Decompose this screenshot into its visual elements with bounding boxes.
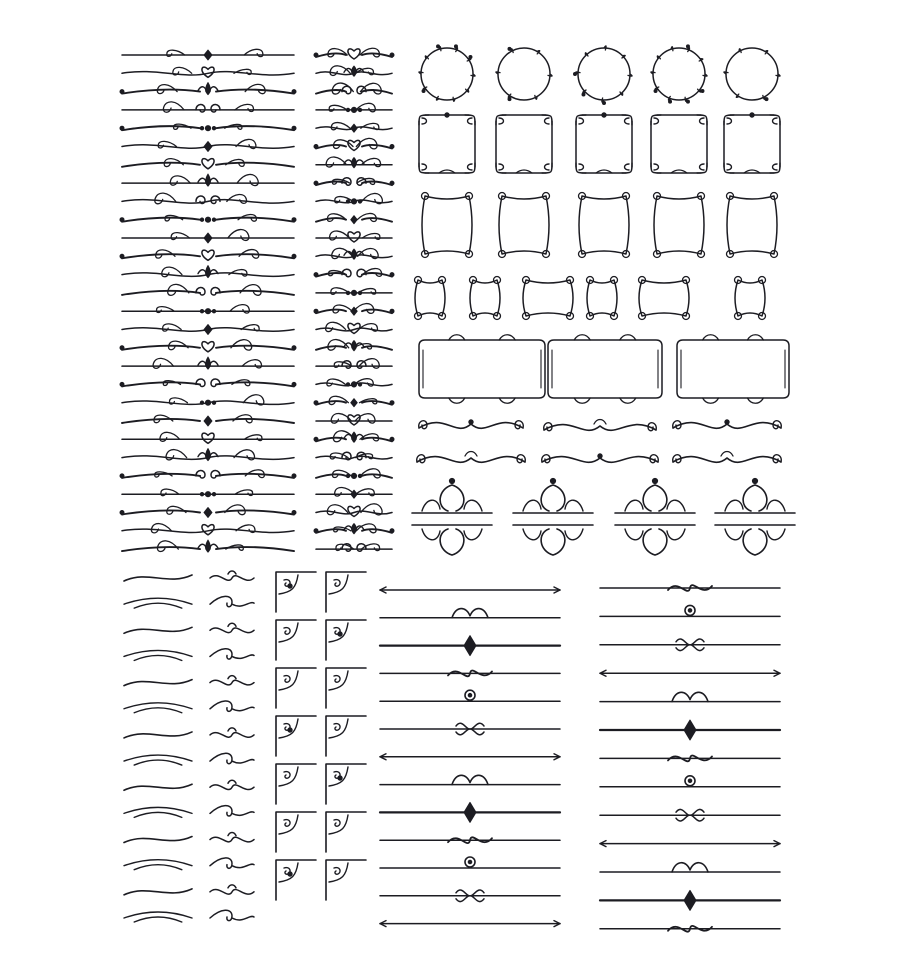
corner xyxy=(276,716,316,756)
square-frame xyxy=(724,113,780,173)
corner xyxy=(276,668,316,708)
label-frame xyxy=(415,277,446,320)
divider-narrow xyxy=(316,248,392,259)
text-divider xyxy=(600,605,780,616)
divider-narrow xyxy=(316,544,392,552)
divider-narrow xyxy=(316,379,392,387)
banner-scroll xyxy=(542,454,659,463)
text-divider xyxy=(380,670,560,676)
divider-narrow xyxy=(316,213,392,223)
swash xyxy=(124,703,192,713)
round-frame xyxy=(496,48,552,101)
rectangle-frames xyxy=(419,335,789,404)
cushion-frame xyxy=(654,193,705,258)
text-divider xyxy=(600,776,780,787)
corner-ornaments xyxy=(276,572,366,900)
text-divider xyxy=(380,754,560,760)
swash xyxy=(124,732,192,738)
divider-narrow xyxy=(314,178,394,186)
divider-wide xyxy=(120,505,296,518)
split-frame xyxy=(513,479,593,555)
rectangle-frame xyxy=(548,335,662,404)
divider-wide xyxy=(120,215,296,223)
divider-wide xyxy=(122,540,294,552)
round-frame xyxy=(651,45,707,103)
swash xyxy=(124,627,192,633)
corner xyxy=(276,860,316,900)
divider-wide xyxy=(122,174,294,186)
swash xyxy=(210,728,254,737)
corner xyxy=(276,620,316,660)
swash xyxy=(124,807,192,817)
border-dividers-narrow xyxy=(314,48,394,551)
swash xyxy=(210,780,254,789)
text-divider xyxy=(380,921,560,927)
swash xyxy=(210,623,254,632)
split-frame xyxy=(715,479,795,555)
swash xyxy=(210,753,254,763)
divider-narrow xyxy=(316,123,392,133)
text-divider xyxy=(380,857,560,868)
label-frame xyxy=(523,277,574,320)
cushion-frames xyxy=(422,193,778,258)
text-divider xyxy=(600,639,780,651)
swash xyxy=(124,784,192,790)
text-dividers-left xyxy=(380,587,560,927)
swash xyxy=(210,596,254,606)
divider-narrow xyxy=(316,488,392,499)
divider-wide xyxy=(122,415,294,426)
divider-narrow xyxy=(316,83,392,94)
banner-scroll xyxy=(673,452,782,463)
corner xyxy=(326,860,366,900)
corner xyxy=(326,620,366,660)
text-divider xyxy=(600,585,780,591)
text-divider xyxy=(380,802,560,822)
square-frame xyxy=(576,113,632,173)
text-divider xyxy=(600,926,780,932)
swash xyxy=(124,598,192,608)
swash xyxy=(124,837,192,843)
small-label-frames xyxy=(415,277,766,320)
corner xyxy=(326,668,366,708)
corner xyxy=(276,812,316,852)
banner-scroll xyxy=(673,420,782,429)
divider-narrow xyxy=(314,138,394,150)
round-frame xyxy=(419,45,475,101)
square-frame xyxy=(496,115,552,173)
label-frame xyxy=(735,277,766,320)
divider-narrow xyxy=(316,469,392,479)
divider-wide xyxy=(122,139,294,151)
text-divider xyxy=(600,720,780,740)
divider-narrow xyxy=(316,452,392,460)
text-divider xyxy=(600,809,780,821)
text-divider xyxy=(600,755,780,761)
divider-wide xyxy=(122,357,294,369)
rectangle-frame xyxy=(677,335,789,404)
divider-wide xyxy=(122,266,294,278)
divider-wide xyxy=(122,432,294,443)
text-dividers-right xyxy=(600,585,780,932)
split-frame xyxy=(412,479,492,555)
divider-wide xyxy=(120,470,296,478)
text-divider xyxy=(380,837,560,843)
divider-narrow xyxy=(316,340,392,351)
swash xyxy=(210,571,254,580)
cushion-frame xyxy=(727,193,778,258)
text-divider xyxy=(600,841,780,847)
corner xyxy=(326,716,366,756)
label-frame xyxy=(470,277,501,320)
divider-narrow xyxy=(316,288,392,296)
swash xyxy=(210,701,254,711)
divider-narrow xyxy=(316,66,392,76)
divider-narrow xyxy=(316,359,392,369)
corner xyxy=(276,764,316,804)
square-frames xyxy=(419,113,780,173)
text-divider xyxy=(380,690,560,701)
round-frame xyxy=(574,46,632,104)
square-frame xyxy=(419,113,475,173)
divider-narrow xyxy=(314,269,394,277)
square-frame xyxy=(651,115,707,173)
divider-wide xyxy=(122,67,294,77)
text-divider xyxy=(380,609,560,618)
text-divider xyxy=(380,636,560,656)
banner-scroll xyxy=(419,420,524,429)
corner xyxy=(276,572,316,612)
text-divider xyxy=(600,863,780,872)
swash xyxy=(210,806,254,816)
text-divider xyxy=(380,775,560,784)
divider-narrow xyxy=(316,231,392,242)
divider-wide xyxy=(122,49,294,60)
divider-wide xyxy=(122,102,294,112)
corner xyxy=(326,764,366,804)
cushion-frame xyxy=(579,193,630,258)
swash xyxy=(210,910,254,920)
divider-narrow xyxy=(314,431,394,443)
banner-scroll xyxy=(544,420,657,431)
divider-wide xyxy=(120,379,296,387)
divider-narrow xyxy=(314,524,394,534)
divider-narrow xyxy=(316,157,392,168)
divider-wide xyxy=(122,305,294,314)
divider-wide xyxy=(120,83,296,95)
divider-wide xyxy=(122,395,294,405)
cushion-frame xyxy=(422,193,473,258)
swash xyxy=(210,649,254,659)
swash xyxy=(124,575,192,581)
round-frames xyxy=(419,45,780,104)
corner xyxy=(326,572,366,612)
divider-narrow xyxy=(316,322,392,333)
rectangle-frame xyxy=(419,335,545,404)
divider-wide xyxy=(122,230,294,243)
divider-narrow xyxy=(316,504,392,517)
divider-narrow xyxy=(316,193,392,203)
text-divider xyxy=(600,890,780,910)
swash xyxy=(124,650,192,660)
swash xyxy=(210,885,254,894)
text-divider xyxy=(600,692,780,701)
round-frame xyxy=(724,48,780,100)
border-dividers-wide xyxy=(120,49,296,552)
swash xyxy=(210,858,254,868)
banner-scrolls xyxy=(417,420,782,463)
swash xyxy=(210,676,254,685)
divider-wide xyxy=(122,449,294,461)
text-divider xyxy=(600,670,780,676)
swash xyxy=(124,912,192,922)
divider-wide xyxy=(122,524,294,535)
divider-wide xyxy=(120,250,296,261)
text-divider xyxy=(380,587,560,593)
label-frame xyxy=(639,277,690,320)
split-monogram-frames xyxy=(412,479,795,555)
divider-narrow xyxy=(316,103,392,112)
flourish-swashes xyxy=(124,571,254,922)
cushion-frame xyxy=(499,193,550,258)
label-frame xyxy=(587,277,618,320)
swash xyxy=(210,833,254,842)
swash xyxy=(124,680,192,686)
divider-wide xyxy=(122,489,294,497)
divider-wide xyxy=(120,340,296,352)
divider-wide xyxy=(122,193,294,204)
divider-wide xyxy=(120,124,296,130)
swash xyxy=(124,860,192,870)
text-divider xyxy=(380,890,560,902)
divider-narrow xyxy=(314,304,394,316)
split-frame xyxy=(615,479,695,555)
divider-narrow xyxy=(316,414,392,425)
divider-wide xyxy=(122,284,294,295)
divider-wide xyxy=(122,159,294,169)
divider-narrow xyxy=(314,396,394,406)
swash xyxy=(124,755,192,765)
divider-wide xyxy=(122,324,294,335)
corner xyxy=(326,812,366,852)
divider-narrow xyxy=(314,48,394,59)
banner-scroll xyxy=(417,452,526,463)
text-divider xyxy=(380,723,560,735)
swash xyxy=(124,889,192,895)
